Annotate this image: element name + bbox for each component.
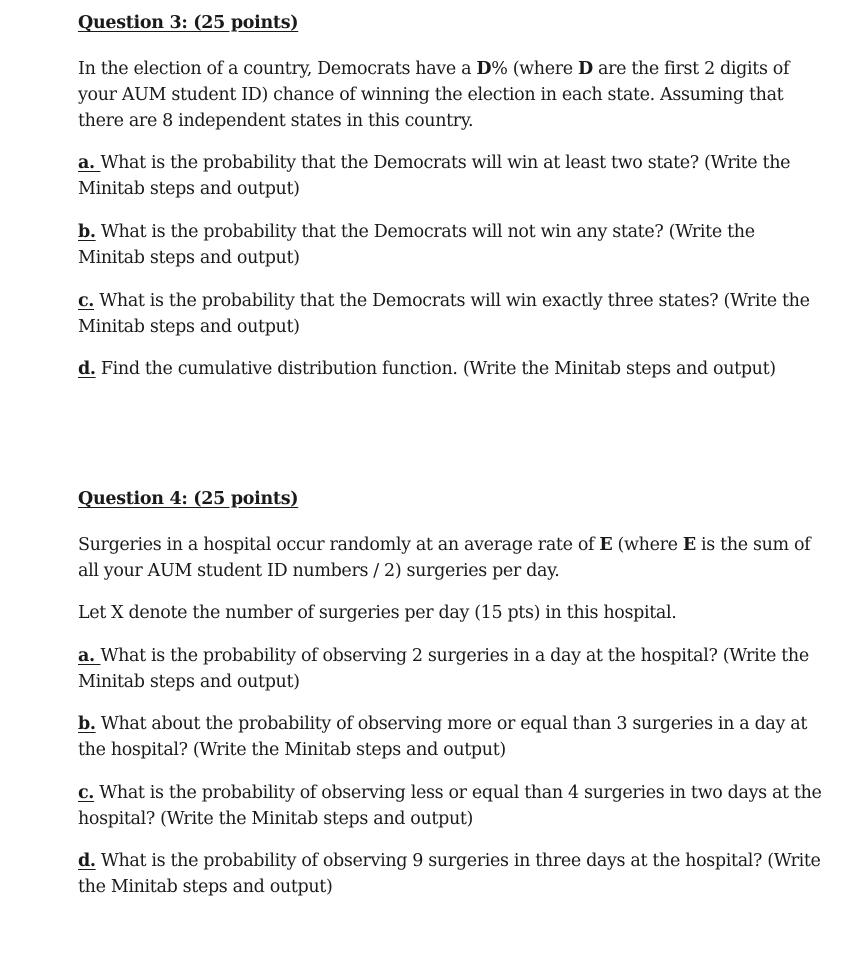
part-text: What is the probability that the Democrats will not win any state? (Write the Minitab steps and output) (78, 222, 755, 268)
question-4-part-d (78, 848, 823, 900)
part-text: What about the probability of observing more or equal than 3 surgeries in a day at the hospital? (Write the Minitab steps and output) (78, 714, 808, 760)
intro-text: (where (612, 535, 683, 555)
part-text: What is the probability that the Democrats will win at least two state? (Write the Minitab steps and output) (78, 153, 791, 199)
part-text: What is the probability that the Democrats will win exactly three states? (Write the Minitab steps and output) (78, 291, 810, 337)
part-text: What is the probability of observing less or equal than 4 surgeries in two days at the hospital? (Write the Minitab steps and output) (78, 783, 822, 829)
intro-text: is the sum of all your AUM student ID numbers / 2) surgeries per day. (78, 535, 811, 581)
part-label: a. (78, 153, 101, 173)
variable-d: D (577, 59, 593, 79)
part-label: d. (78, 359, 96, 379)
variable-e: E (682, 535, 696, 555)
intro-text: Surgeries in a hospital occur randomly at an average rate of (78, 535, 600, 555)
part-label: c. (78, 783, 95, 803)
question-3-part-a (78, 150, 823, 202)
part-label: d. (78, 851, 96, 871)
variable-e: E (599, 535, 613, 555)
question-4-part-b (78, 711, 823, 763)
variable-d: D (476, 59, 492, 79)
part-text: Find the cumulative distribution function. (Write the Minitab steps and output) (95, 359, 776, 379)
intro-text: In the election of a country, Democrats have a (78, 59, 477, 79)
question-4-intro (78, 532, 823, 584)
question-4-part-a (78, 643, 823, 695)
question-3-title: Question 3: (25 points) (78, 13, 299, 33)
question-4-title: Question 4: (25 points) (78, 489, 299, 509)
part-label: b. (78, 714, 96, 734)
intro-text: are the first 2 digits of your AUM student ID) chance of winning the election in each state. Assuming that there are 8 independent states in this country. (78, 59, 790, 131)
intro-text: % (where (491, 59, 578, 79)
question-4-definition: Let X denote the number of surgeries per day (15 pts) in this hospital. (78, 603, 677, 623)
question-3-part-d (78, 356, 776, 382)
part-label: b. (78, 222, 96, 242)
part-text: What is the probability of observing 2 surgeries in a day at the hospital? (Write the Minitab steps and output) (78, 646, 809, 692)
part-label: c. (78, 291, 95, 311)
question-3-part-c (78, 288, 823, 340)
part-text: What is the probability of observing 9 surgeries in three days at the hospital? (Write the Minitab steps and output) (78, 851, 821, 897)
question-4-part-c (78, 780, 823, 832)
question-3-intro (78, 56, 823, 134)
part-label: a. (78, 646, 101, 666)
question-3-part-b (78, 219, 823, 271)
